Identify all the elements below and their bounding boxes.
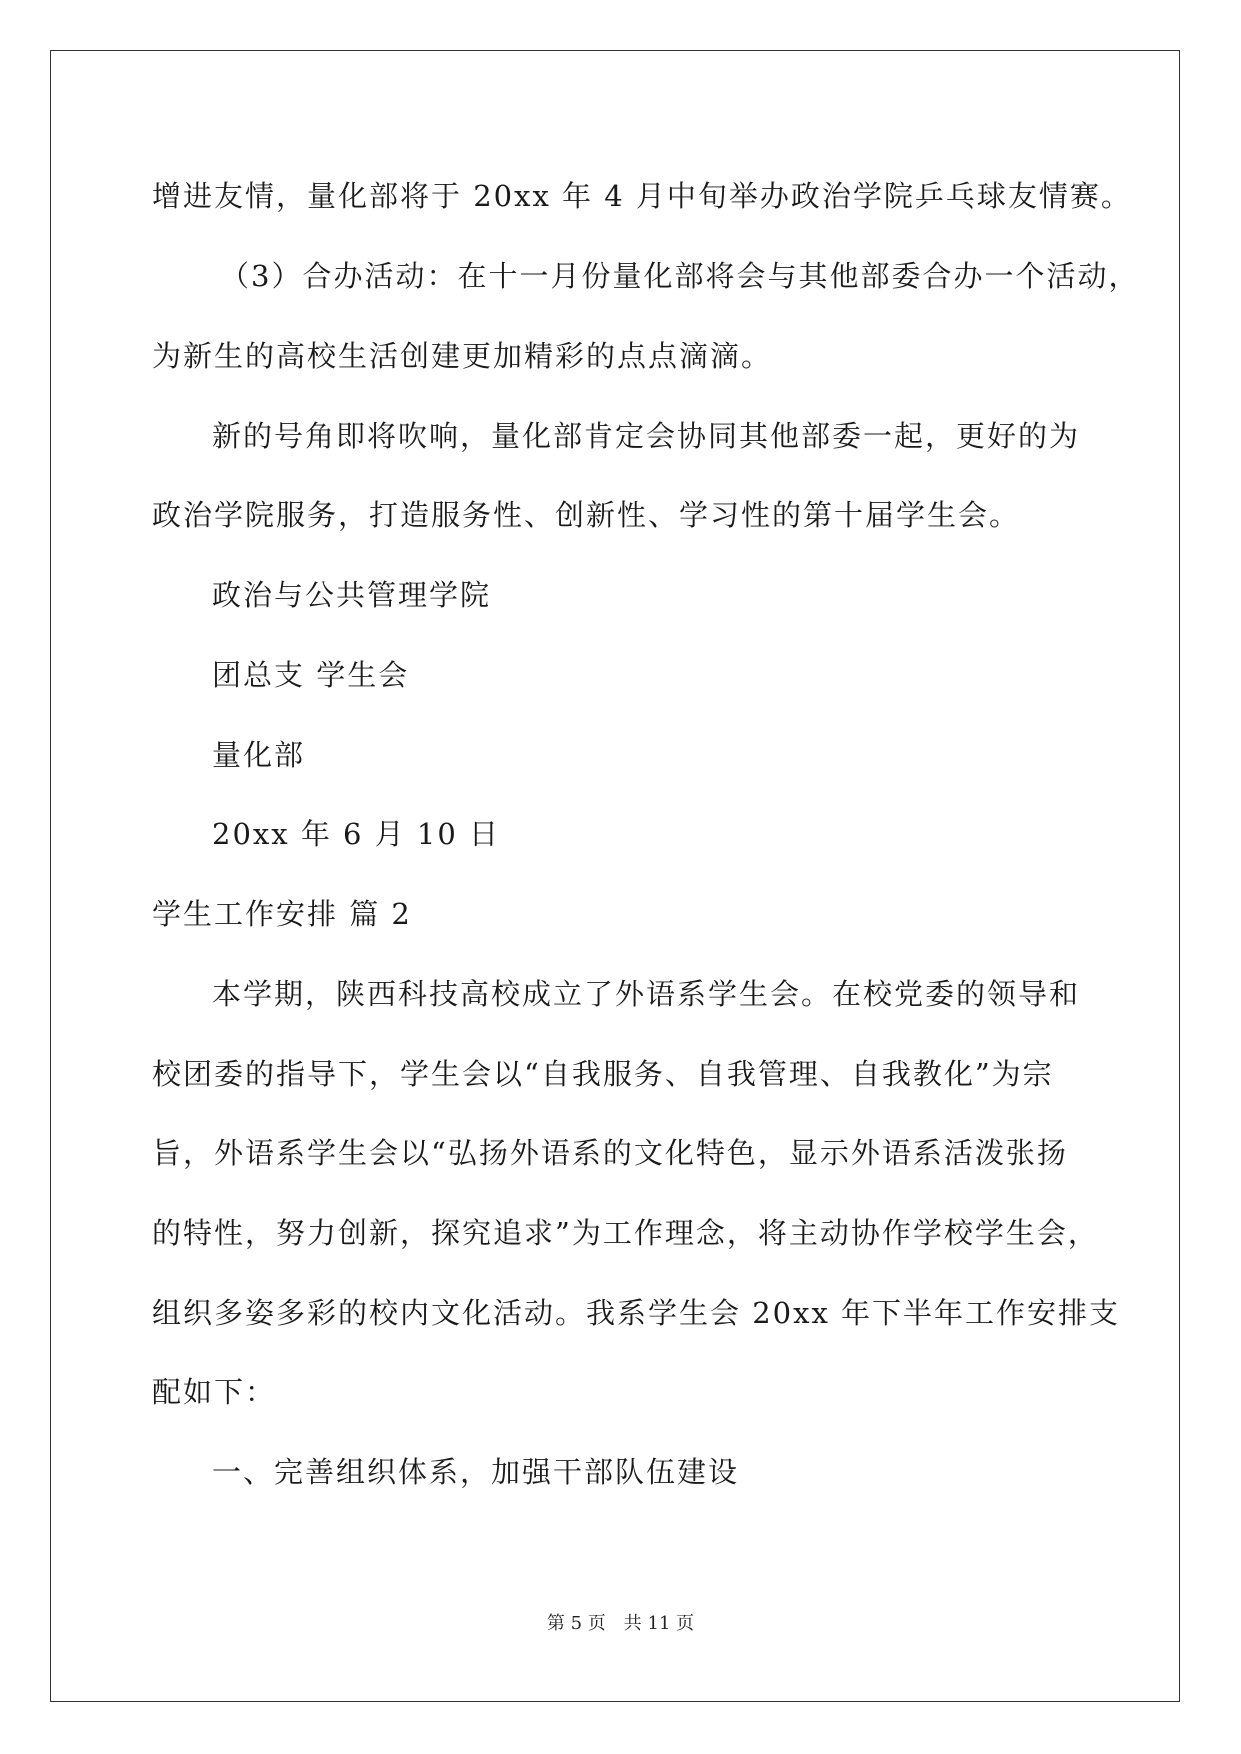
page-number: 第 5 页 — [546, 1613, 606, 1634]
body-line-5: 政治学院服务，打造服务性、创新性、学习性的第十届学生会。 — [152, 498, 1021, 532]
page-total: 共 11 页 — [623, 1613, 695, 1634]
body-line-4: 新的号角即将吹响，量化部肯定会协同其他部委一起，更好的为 — [212, 419, 1081, 453]
body-line-9: 的特性，努力创新，探究追求”为工作理念，将主动协作学校学生会， — [152, 1216, 1099, 1250]
body-line-1: 增进友情，量化部将于 20xx 年 4 月中旬举办政治学院乒乓球友情赛。 — [152, 179, 1132, 213]
signature-department: 量化部 — [212, 738, 306, 772]
body-line-11: 配如下： — [152, 1375, 277, 1409]
subsection-heading: 一、完善组织体系，加强干部队伍建设 — [212, 1455, 740, 1489]
body-line-7: 校团委的指导下，学生会以“自我服务、自我管理、自我教化”为宗 — [152, 1057, 1054, 1091]
body-line-10: 组织多姿多彩的校内文化活动。我系学生会 20xx 年下半年工作安排支 — [152, 1296, 1121, 1330]
page-footer — [0, 1612, 1241, 1636]
signature-organization: 团总支 学生会 — [212, 658, 410, 692]
body-line-6: 本学期，陕西科技高校成立了外语系学生会。在校党委的领导和 — [212, 977, 1081, 1011]
signature-institution: 政治与公共管理学院 — [212, 578, 492, 612]
section-heading: 学生工作安排 篇 2 — [152, 897, 412, 931]
body-line-2: （3）合办活动：在十一月份量化部将会与其他部委合办一个活动， — [220, 259, 1140, 293]
body-line-3: 为新生的高校生活创建更加精彩的点点滴滴。 — [152, 339, 773, 373]
signature-date: 20xx 年 6 月 10 日 — [212, 817, 501, 851]
body-line-8: 旨，外语系学生会以“弘扬外语系的文化特色，显示外语系活泼张扬 — [152, 1136, 1068, 1170]
